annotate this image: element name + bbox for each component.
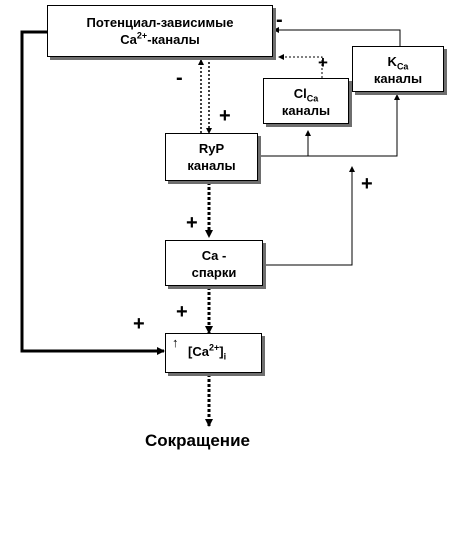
plus-sign-ryr-to-sparks: + — [186, 212, 198, 234]
kca-line2: каналы — [373, 71, 423, 86]
plus-sign-sparks-to-k: + — [361, 173, 373, 195]
kca-line1: $K_{Ca}$ — [387, 54, 409, 72]
ca-increase-arrow-icon: ↑ — [172, 335, 179, 350]
contraction-label: Сокращение — [145, 431, 250, 450]
ca-i-box — [165, 333, 262, 373]
sparks-to-k-line — [263, 167, 352, 265]
ryr-line1: RуP — [198, 141, 225, 156]
minus-sign-top-right: - — [276, 9, 283, 31]
clca-line1: $Cl_{Ca}$ — [293, 86, 319, 104]
ryr-line2: каналы — [187, 158, 236, 173]
clca-line2: каналы — [281, 103, 331, 118]
sparks-line1: Ca - — [201, 248, 227, 263]
vdcc-line2: $Ca^{2+}$-каналы — [120, 30, 200, 47]
vdcc-box — [47, 5, 273, 57]
clca-to-vdcc-line — [279, 57, 322, 78]
ca-i-label: $[Ca^{2+}]_i$ — [188, 342, 227, 362]
ryr-box — [165, 133, 258, 181]
clca-box — [263, 78, 349, 124]
plus-sign-vdcc-to-ca: + — [133, 313, 145, 335]
kca-to-vdcc-line — [274, 30, 400, 47]
vdcc-line1: Потенциал-зависимые — [86, 15, 234, 30]
sparks-box — [165, 240, 263, 286]
ryr-to-clca-line — [258, 131, 308, 156]
minus-sign-ryr-to-vdcc: - — [176, 67, 183, 89]
vdcc-to-ca-path — [22, 32, 164, 351]
kca-box — [352, 46, 444, 92]
plus-sign-vdcc-to-ryr: + — [219, 105, 231, 127]
sparks-line2: спарки — [191, 265, 237, 280]
plus-sign-clca-to-vdcc: + — [318, 53, 328, 72]
plus-sign-sparks-to-ca: + — [176, 301, 188, 323]
